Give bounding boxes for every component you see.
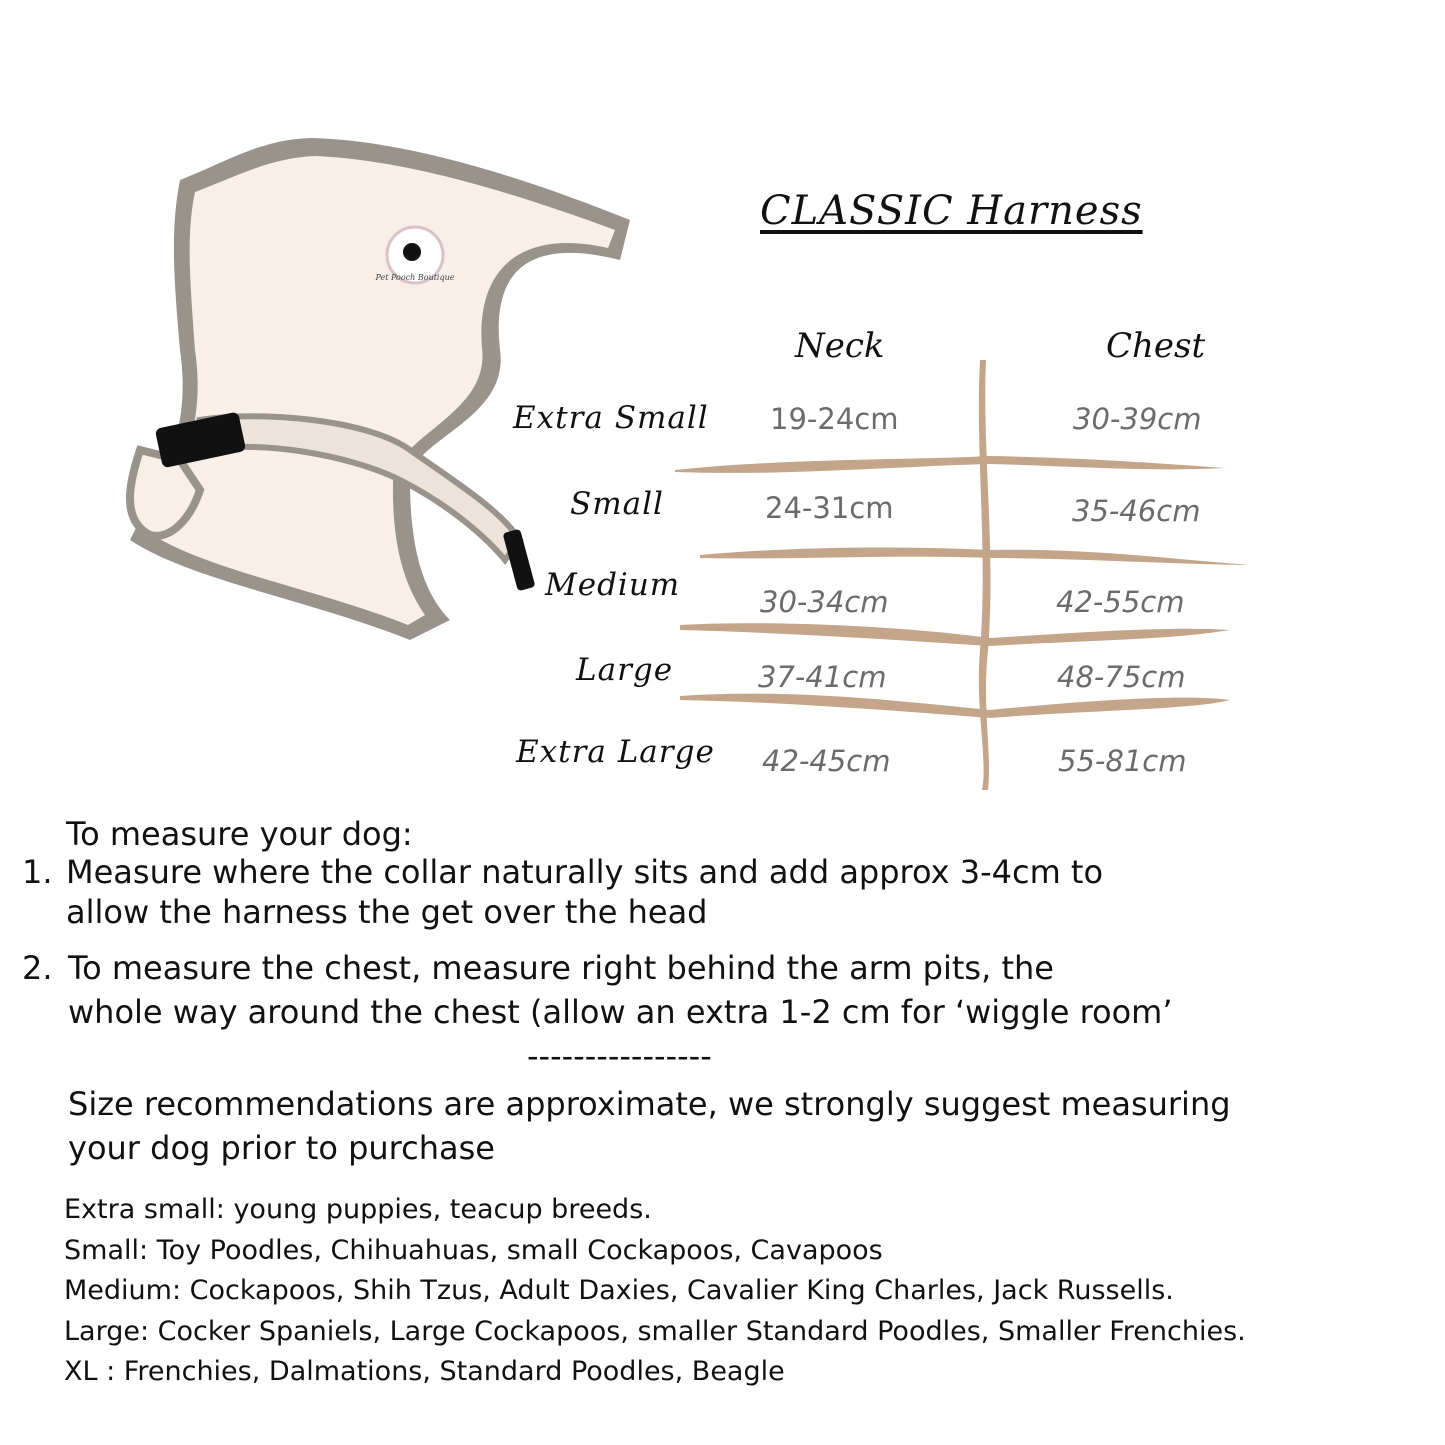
neck-measurement: 30-34cm — [760, 585, 889, 619]
step-text: Measure where the collar naturally sits and add approx 3-4cm to — [66, 853, 1104, 891]
page-title: CLASSIC Harness — [760, 188, 1143, 234]
chest-measurement: 42-55cm — [1056, 585, 1185, 619]
column-header-neck: Neck — [795, 326, 885, 366]
neck-measurement: 24-31cm — [765, 491, 894, 525]
chest-measurement: 30-39cm — [1073, 402, 1202, 436]
chest-measurement: 35-46cm — [1072, 494, 1201, 528]
divider: ---------------- — [527, 1037, 712, 1075]
neck-measurement: 37-41cm — [758, 660, 887, 694]
step-text: To measure the chest, measure right behind the arm pits, the — [68, 949, 1054, 987]
step-number: 1. — [22, 853, 53, 891]
chest-measurement: 48-75cm — [1057, 660, 1186, 694]
neck-measurement: 19-24cm — [770, 402, 899, 436]
step-number: 2. — [22, 949, 53, 987]
row-divider — [680, 623, 1230, 646]
dog-silhouette-icon — [403, 243, 421, 261]
breed-line: Extra small: young puppies, teacup breeds. — [64, 1194, 652, 1225]
breed-guide — [64, 1190, 1246, 1393]
brand-logo-text: Pet Pooch Boutique — [375, 273, 455, 282]
step-text: whole way around the chest (allow an extra 1-2 cm for ‘wiggle room’ — [68, 993, 1173, 1031]
size-label: Extra Small — [513, 400, 709, 436]
disclaimer-text: your dog prior to purchase — [68, 1129, 495, 1167]
harness-fabric — [148, 156, 615, 625]
instructions-heading: To measure your dog: — [66, 815, 413, 853]
row-divider — [675, 456, 1225, 473]
column-divider — [979, 360, 991, 790]
size-label: Large — [576, 652, 674, 688]
breed-line: Small: Toy Poodles, Chihuahuas, small Cockapoos, Cavapoos — [64, 1234, 883, 1266]
size-label: Small — [570, 486, 664, 522]
row-divider — [680, 694, 1230, 718]
breed-line: Large: Cocker Spaniels, Large Cockapoos, smaller Standard Poodles, Smaller Frenchies. — [64, 1315, 1246, 1347]
chest-measurement: 55-81cm — [1058, 744, 1187, 778]
step-text: allow the harness the get over the head — [66, 893, 708, 931]
size-label: Extra Large — [516, 734, 715, 770]
size-label: Medium — [545, 567, 681, 603]
column-header-chest: Chest — [1106, 326, 1206, 366]
breed-line: XL : Frenchies, Dalmations, Standard Poodles, Beagle — [64, 1356, 785, 1387]
breed-line: Medium: Cockapoos, Shih Tzus, Adult Daxies, Cavalier King Charles, Jack Russells. — [64, 1275, 1174, 1306]
row-divider — [700, 547, 1250, 565]
disclaimer-text: Size recommendations are approximate, we strongly suggest measuring — [68, 1085, 1231, 1123]
neck-measurement: 42-45cm — [762, 744, 891, 778]
